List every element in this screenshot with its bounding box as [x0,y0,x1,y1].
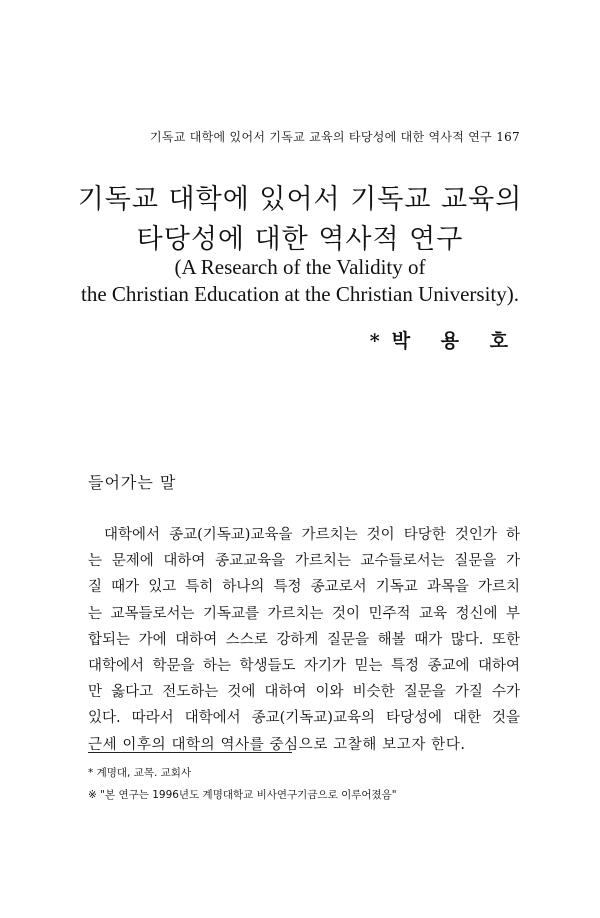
body-paragraph [88,522,520,758]
footnote-affiliation: * 계명대, 교목. 교회사 [88,767,192,779]
footnotes [88,762,397,806]
author-name: *박 용 호 [369,330,520,352]
running-header: 기독교 대학에 있어서 기독교 교육의 타당성에 대한 역사적 연구 167 [149,130,520,144]
body-line: 있다. 따라서 대학에서 종교(기독교)교육의 타당성에 대한 것을 [88,710,520,727]
section-heading: 들어가는 말 [88,473,177,492]
body-line: 대학에서 학문을 하는 학생들도 자기가 믿는 특정 종교에 대하여 [88,658,520,675]
title-korean [0,180,600,260]
footnote-funding: ※ "본 연구는 1996년도 계명대학교 비사연구기금으로 이루어졌음" [88,789,397,801]
body-line: 근세 이후의 대학의 역사를 중심으로 고찰해 보고자 한다. [88,736,466,753]
title-english-line-1: (A Research of the Validity of [174,255,426,279]
body-line: 질 때가 있고 특히 하나의 특정 종교로서 기독교 과목을 가르치 [88,579,520,596]
title-korean-line-2: 타당성에 대한 역사적 연구 [136,224,464,255]
body-line: 합되는 가에 대하여 스스로 강하게 질문을 해볼 때가 많다. 또한 [88,631,520,648]
title-english [0,254,600,308]
body-line: 는 교목들로서는 기독교를 가르치는 것이 민주적 교육 정신에 부 [88,605,520,622]
footnote-divider [88,752,292,753]
body-line: 만 옳다고 전도하는 것에 대하여 이와 비슷한 질문을 가질 수가 [88,684,520,701]
body-line: 대학에서 종교(기독교)교육을 가르치는 것이 타당한 것인가 하 [104,527,520,543]
title-korean-line-1: 기독교 대학에 있어서 기독교 교육의 [77,184,523,215]
title-english-line-2: the Christian Education at the Christian University). [81,282,519,306]
body-line: 는 문제에 대하여 종교교육을 가르치는 교수들로서는 질문을 가 [88,553,520,570]
